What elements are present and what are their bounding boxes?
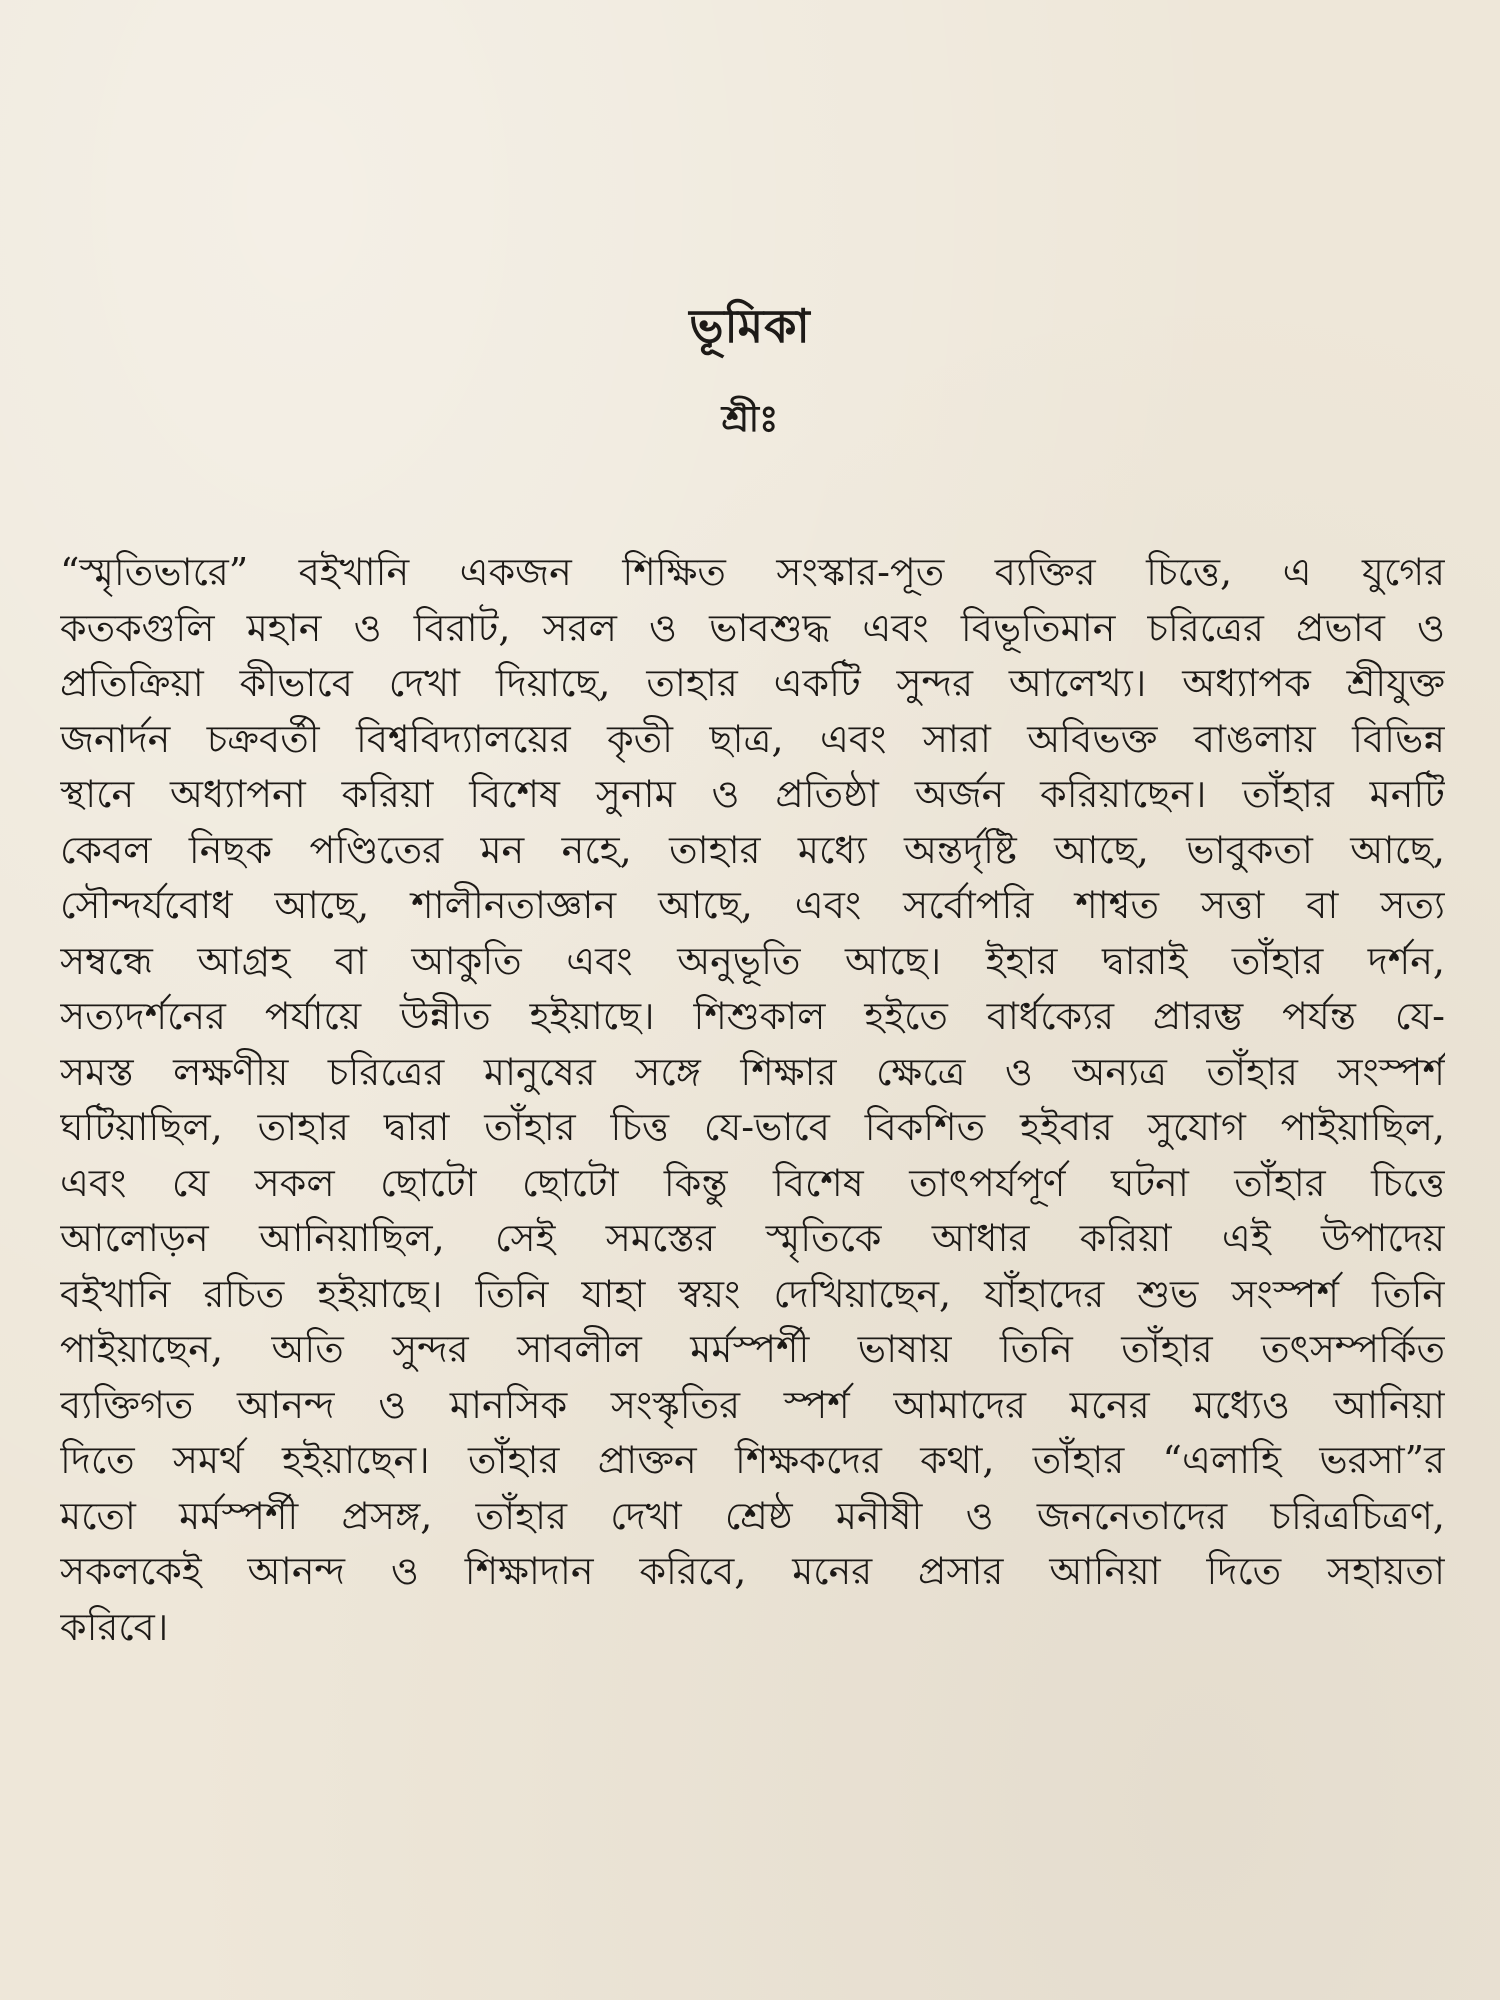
text-line: এবং যে সকল ছোটো ছোটো কিন্তু বিশেষ তাৎপর্যপূর্ণ ঘটনা তাঁহার চিত্তে (60, 1160, 1445, 1205)
text-line: দিতে সমর্থ হইয়াছেন। তাঁহার প্রাক্তন শিক্ষকদের কথা, তাঁহার “এলাহি ভরসা”র (60, 1438, 1445, 1482)
text-line: আলোড়ন আনিয়াছিল, সেই সমস্তের স্মৃতিকে আধার করিয়া এই উপাদেয় (60, 1216, 1445, 1260)
text-line: কতকগুলি মহান ও বিরাট, সরল ও ভাবশুদ্ধ এবং বিভূতিমান চরিত্রের প্রভাব ও (60, 605, 1445, 650)
text-line: মতো মর্মস্পর্শী প্রসঙ্গ, তাঁহার দেখা শ্রেষ্ঠ মনীষী ও জননেতাদের চরিত্রচিত্রণ, (60, 1493, 1445, 1538)
text-line: স্থানে অধ্যাপনা করিয়া বিশেষ সুনাম ও প্রতিষ্ঠা অর্জন করিয়াছেন। তাঁহার মনটি (60, 772, 1445, 816)
page-title: ভূমিকা (689, 299, 811, 353)
text-line: ঘটিয়াছিল, তাহার দ্বারা তাঁহার চিত্ত যে-ভাবে বিকশিত হইবার সুযোগ পাইয়াছিল, (60, 1105, 1445, 1149)
text-line: সমস্ত লক্ষণীয় চরিত্রের মানুষের সঙ্গে শিক্ষার ক্ষেত্রে ও অন্যত্র তাঁহার সংস্পর্শ (60, 1049, 1445, 1094)
text-line: করিবে। (60, 1604, 169, 1649)
text-line: “স্মৃতিভারে” বইখানি একজন শিক্ষিত সংস্কার-পূত ব্যক্তির চিত্তে, এ যুগের (60, 550, 1445, 594)
text-line: কেবল নিছক পণ্ডিতের মন নহে, তাহার মধ্যে অন্তর্দৃষ্টি আছে, ভাবুকতা আছে, (60, 827, 1445, 872)
text-line: ব্যক্তিগত আনন্দ ও মানসিক সংস্কৃতির স্পর্শ আমাদের মনের মধ্যেও আনিয়া (60, 1382, 1445, 1427)
text-line: সম্বন্ধে আগ্রহ বা আকুতি এবং অনুভূতি আছে। ইহার দ্বারাই তাঁহার দর্শন, (60, 938, 1445, 983)
text-line: পাইয়াছেন, অতি সুন্দর সাবলীল মর্মস্পর্শী ভাষায় তিনি তাঁহার তৎসম্পর্কিত (60, 1327, 1445, 1371)
text-line: প্রতিক্রিয়া কীভাবে দেখা দিয়াছে, তাহার একটি সুন্দর আলেখ্য। অধ্যাপক শ্রীযুক্ত (60, 661, 1445, 705)
text-line: জনার্দন চক্রবর্তী বিশ্ববিদ্যালয়ের কৃতী ছাত্র, এবং সারা অবিভক্ত বাঙলায় বিভিন্ন (60, 716, 1445, 761)
text-line: সকলকেই আনন্দ ও শিক্ষাদান করিবে, মনের প্রসার আনিয়া দিতে সহায়তা (60, 1549, 1445, 1593)
preface-paragraph (60, 545, 1445, 1655)
page-subtitle: শ্রীঃ (721, 398, 779, 440)
text-line: বইখানি রচিত হইয়াছে। তিনি যাহা স্বয়ং দেখিয়াছেন, যাঁহাদের শুভ সংস্পর্শ তিনি (60, 1271, 1445, 1316)
text-line: সত্যদর্শনের পর্যায়ে উন্নীত হইয়াছে। শিশুকাল হইতে বার্ধক্যের প্রারম্ভ পর্যন্ত যে- (60, 994, 1445, 1038)
text-line: সৌন্দর্যবোধ আছে, শালীনতাজ্ঞান আছে, এবং সর্বোপরি শাশ্বত সত্তা বা সত্য (60, 883, 1445, 927)
